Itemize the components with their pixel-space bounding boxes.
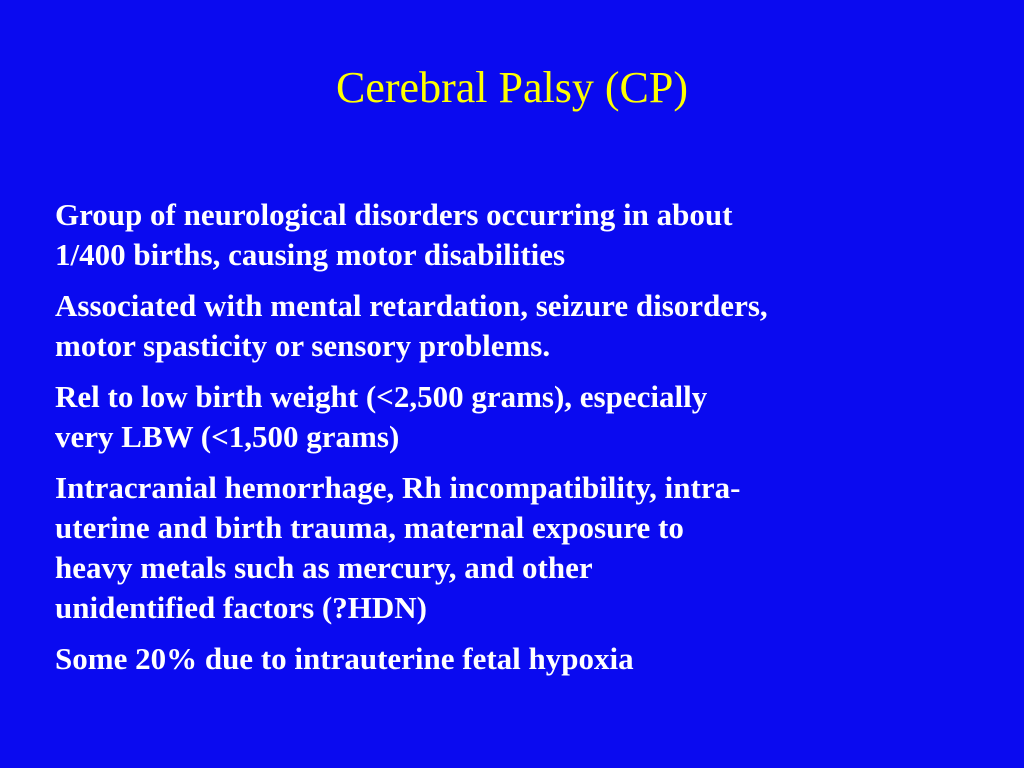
bullet-line: Associated with mental retardation, seizure disorders,: [55, 288, 768, 323]
bullet-item-birth-weight: [55, 377, 985, 457]
bullet-item-definition: [55, 195, 985, 275]
bullet-line: heavy metals such as mercury, and other: [55, 550, 593, 585]
slide-title: Cerebral Palsy (CP): [336, 63, 688, 112]
bullet-line: Intracranial hemorrhage, Rh incompatibility, intra-: [55, 470, 741, 505]
bullet-line: Group of neurological disorders occurring in about: [55, 197, 733, 232]
bullet-line: unidentified factors (?HDN): [55, 590, 427, 625]
bullet-line: 1/400 births, causing motor disabilities: [55, 237, 566, 272]
bullet-item-causes: [55, 468, 985, 628]
bullet-line: uterine and birth trauma, maternal exposure to: [55, 510, 684, 545]
bullet-item-hypoxia: [55, 639, 985, 679]
bullet-item-associations: [55, 286, 985, 366]
bullet-line: motor spasticity or sensory problems.: [55, 328, 551, 363]
bullet-line: very LBW (<1,500 grams): [55, 419, 400, 454]
bullet-line: Rel to low birth weight (<2,500 grams), especially: [55, 379, 708, 414]
bullet-list: [55, 195, 985, 690]
bullet-line: Some 20% due to intrauterine fetal hypoxia: [55, 641, 634, 676]
